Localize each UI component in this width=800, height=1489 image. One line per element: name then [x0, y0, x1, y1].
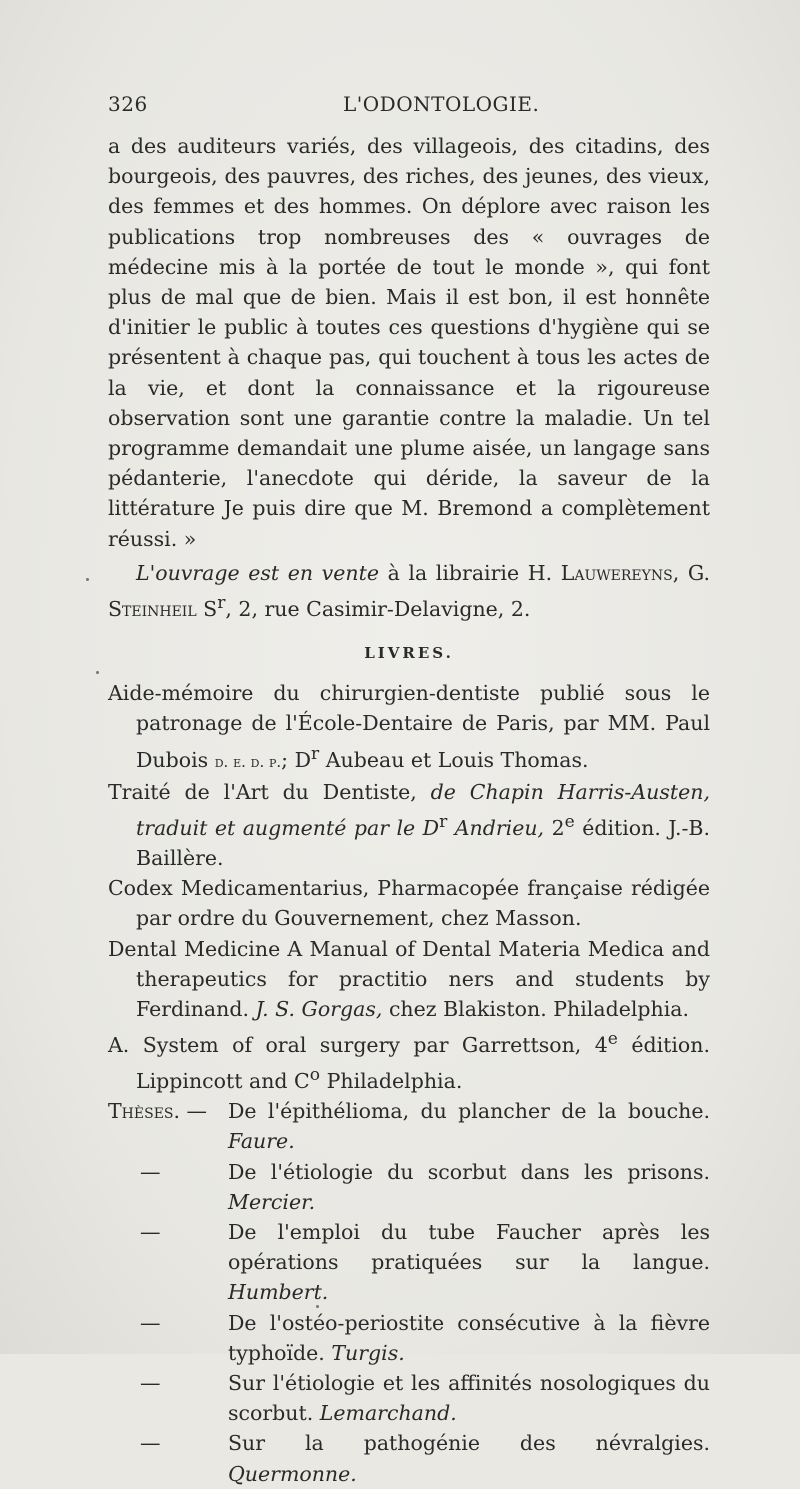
- thesis-dash: —: [140, 1310, 161, 1335]
- sale-note-italic: L'ouvrage est en vente: [136, 560, 379, 585]
- thesis-title: De l'épithélioma, du plancher de la bouche.: [228, 1099, 710, 1124]
- entry-text: édition. J.-B. Baillère.: [136, 815, 710, 870]
- sale-note-text: S: [203, 596, 218, 621]
- entry-italic: Andrieu,: [454, 815, 545, 840]
- thesis-dash: —: [140, 1371, 161, 1396]
- entry-text: A. System of oral surgery par Garrettson, 4: [108, 1033, 608, 1057]
- entry-text: Philadelphia.: [326, 1069, 463, 1094]
- entry-text: Traité de l'Art du Dentiste,: [108, 779, 417, 804]
- thesis-dash: —: [140, 1159, 161, 1184]
- thesis-entry: [108, 1368, 710, 1428]
- entry-abbrev: d. e. d. p.: [214, 752, 282, 771]
- superscript: r: [217, 593, 226, 614]
- thesis-text: [228, 1368, 710, 1428]
- superscript: o: [309, 1065, 321, 1086]
- thesis-entry: [108, 1217, 710, 1308]
- entry-text: chez Blakiston. Philadelphia.: [388, 996, 690, 1021]
- thesis-entry: [108, 1096, 710, 1156]
- entry-italic: de Chapin Harris-Austen, traduit et augmenté par le D: [136, 779, 710, 840]
- paper-speck: [86, 578, 89, 581]
- thesis-dash: —: [140, 1220, 161, 1245]
- entry-text: 2: [551, 815, 565, 840]
- paper-speck: [316, 1305, 319, 1308]
- paper-speck: [96, 671, 99, 674]
- thesis-text: [228, 1428, 710, 1488]
- entry-italic: J. S. Gorgas,: [255, 996, 383, 1021]
- book-entry: [108, 777, 710, 873]
- superscript: e: [564, 811, 575, 832]
- entry-text: Dental Medicine A Manual of Dental Materia Medica and therapeutics for practitio ners and students by Ferdinand.: [108, 936, 710, 1021]
- page-body: [108, 131, 710, 1489]
- theses-label: Thèses. —: [108, 1099, 208, 1124]
- thesis-title: De l'ostéo-periostite consécutive à la fièvre typhoïde.: [228, 1310, 710, 1365]
- thesis-text: [228, 1217, 710, 1308]
- book-entry: [108, 934, 710, 1025]
- sale-note-text: , G.: [672, 560, 710, 585]
- thesis-text: [228, 1096, 710, 1156]
- thesis-entry: [108, 1157, 710, 1217]
- entry-text: ; D: [281, 747, 312, 772]
- page-header: [108, 92, 710, 122]
- quote-paragraph: a des auditeurs variés, des villageois, des citadins, des bourgeois, des pauvres, des riches, des jeunes, des vieux, des femmes et des hommes. On déplore avec raison les publications trop nombreuses des « ouvrages de médecine mis à la portée de tout le monde », qui font plus de mal que de bien. Mais il est bon, il est honnête d'initier le public à toutes ces questions d'hygiène qui se présentent à chaque pas, qui touchent à tous les actes de la vie, et dont la connaissance et la rigoureuse observation sont une garantie contre la maladie. Un tel programme demandait une plume aisée, un langage sans pédanterie, l'anecdote qui déride, la saveur de la littérature Je puis dire que M. Bremond a complètement réussi. »: [108, 134, 710, 551]
- thesis-text: [228, 1308, 710, 1368]
- superscript: r: [439, 811, 448, 832]
- thesis-author: Faure.: [228, 1129, 295, 1154]
- thesis-entry: [108, 1428, 710, 1488]
- thesis-author: Quermonne.: [228, 1461, 357, 1486]
- thesis-text: [228, 1157, 710, 1217]
- thesis-title: De l'étiologie du scorbut dans les prisons.: [228, 1159, 710, 1184]
- publisher-name: Steinheil: [108, 596, 197, 621]
- entry-text: Aide-mémoire du chirurgien-dentiste publié sous le patronage de l'École-Dentaire de Paris, par MM. Paul Dubois: [108, 681, 710, 772]
- entry-text: Aubeau et Louis Thomas.: [319, 747, 589, 772]
- book-entry: [108, 678, 710, 776]
- superscript: e: [607, 1029, 618, 1050]
- book-entry: [108, 1024, 710, 1096]
- publisher-name: Lauwereyns: [560, 560, 673, 585]
- sale-note-text: , 2, rue Casimir-Delavigne, 2.: [225, 596, 531, 621]
- thesis-author: Turgis.: [331, 1340, 405, 1365]
- thesis-author: Lemarchand.: [319, 1401, 457, 1426]
- entry-text: édition. Lippincott and C: [136, 1033, 710, 1094]
- thesis-author: Mercier.: [228, 1189, 316, 1214]
- thesis-title: De l'emploi du tube Faucher après les opérations pratiquées sur la langue.: [228, 1220, 710, 1275]
- thesis-entry: [108, 1308, 710, 1368]
- sale-note-text: à la librairie H.: [387, 560, 553, 585]
- book-entry: Codex Medicamentarius, Pharmacopée française rédigée par ordre du Gouvernement, chez Masson.: [108, 876, 710, 931]
- page-number: 326: [108, 92, 148, 116]
- sale-note: [108, 558, 710, 624]
- superscript: r: [311, 743, 320, 764]
- thesis-dash: —: [140, 1431, 161, 1456]
- section-title-livres: LIVRES.: [364, 644, 454, 663]
- thesis-author: Humbert.: [228, 1280, 329, 1305]
- thesis-title: Sur l'étiologie et les affinités nosologiques du scorbut.: [228, 1371, 710, 1426]
- thesis-title: Sur la pathogénie des névralgies.: [228, 1431, 710, 1456]
- running-title: L'ODONTOLOGIE.: [343, 92, 540, 116]
